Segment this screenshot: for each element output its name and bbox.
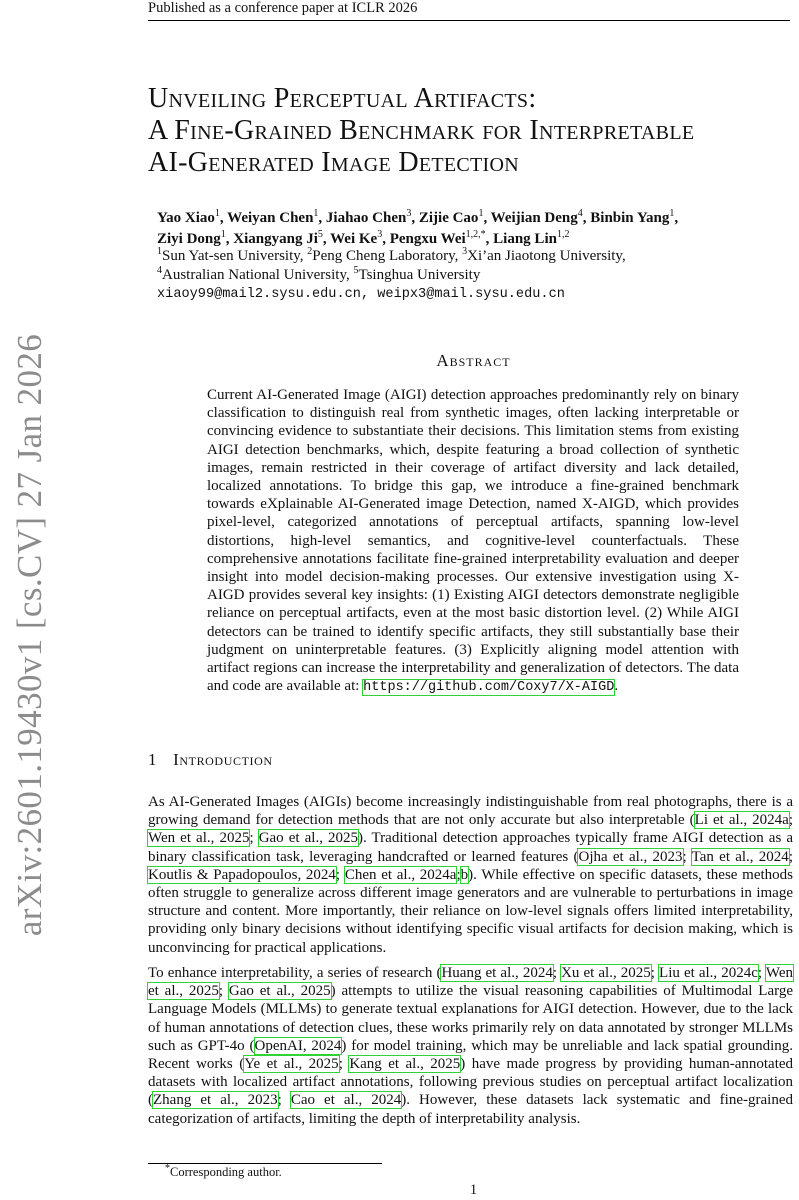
author-name: Weiyan Chen — [227, 210, 314, 226]
paragraph-text: ; — [682, 848, 692, 865]
citation-link[interactable]: OpenAI, 2024 — [254, 1037, 342, 1054]
author-name: Weijian Deng — [490, 210, 578, 226]
footnote-mark: * — [165, 1162, 170, 1174]
author-affiliation-mark: 4 — [577, 208, 583, 219]
citation-link[interactable]: Tan et al., 2024 — [691, 848, 789, 865]
author-affiliation-mark: 3 — [377, 229, 383, 240]
section-heading-introduction — [148, 750, 273, 770]
paragraph-text: ) have made progress by providing human-annotated datasets with localized artifact annotations, following previous studies on perceptual artifact localization ( — [148, 1056, 794, 1109]
affiliation-name: Peng Cheng Laboratory, — [312, 248, 463, 264]
abstract-heading: Abstract — [436, 351, 511, 370]
author-affiliation-mark: 1 — [669, 208, 675, 219]
paragraph-text: ; — [757, 965, 766, 981]
paragraph-text: ; — [338, 1056, 350, 1073]
author-affiliation-mark: 3 — [406, 208, 412, 219]
header-rule — [148, 20, 790, 21]
running-header: Published as a conference paper at ICLR 2026 — [148, 0, 418, 16]
affiliation-name: Sun Yat-sen University, — [162, 248, 308, 264]
paragraph-text: ) attempts to utilize the visual reasoning capabilities of Multimodal Large Language Models (MLLMs) to generate textual explanations for AIGI detection. However, due to the lack of human annotations of detection clues, these works primarily rely on data annotated by stronger MLLMs such as GPT-4o ( — [148, 983, 793, 1054]
paragraph-text: ; — [277, 1092, 291, 1109]
author-affiliation-mark: 1 — [478, 208, 484, 219]
page-number: 1 — [469, 1182, 478, 1198]
citation-link[interactable]: Zhang et al., 2023 — [153, 1092, 278, 1109]
section-title: Introduction — [173, 750, 273, 769]
paragraph-text: ; — [456, 866, 461, 883]
code-link[interactable]: https://github.com/Coxy7/X-AIGD — [363, 680, 615, 696]
abstract-text: Current AI-Generated Image (AIGI) detection approaches predominantly rely on binary classification to distinguish real from synthetic images, often lacking interpretable or convincing evidence to substantiate their decisions. This limitation stems from existing AIGI detection benchmarks, which, despite featuring a broad collection of synthetic images, remain restricted in their coverage of artifact diversity and lack detailed, localized annotations. To bridge this gap, we introduce a fine-grained benchmark towards eXplainable AI-Generated image Detection, named X-AIGD, which provides pixel-level, categorized annotations of perceptual artifacts, spanning low-level distortions, high-level semantics, and cognitive-level counterfactuals. These comprehensive annotations facilitate fine-grained interpretability evaluation and deeper insight into model decision-making processes. Our extensive investigation using X-AIGD provides several key insights: (1) Existing AIGI detectors demonstrate negligible reliance on perceptual artifacts, even at the most basic distortion level. (2) While AIGI detectors can be trained to identify specific artifacts, they still substantially base their judgment on uninterpretable features. (3) Explicitly aligning model attention with artifact regions can increase the interpretability and generalization of detectors. The data and code are available at: — [207, 387, 739, 695]
intro-paragraph-2 — [148, 964, 793, 1128]
affiliation-number: 1 — [157, 246, 162, 257]
affiliation-number: 4 — [157, 264, 162, 276]
arxiv-stamp — [2, 320, 58, 950]
affiliation-name: Australian National University, — [162, 266, 354, 283]
paragraph-text: ; — [788, 848, 793, 865]
citation-link[interactable]: Gao et al., 2025 — [228, 983, 331, 1000]
affiliations — [157, 247, 787, 284]
abstract-body — [207, 386, 739, 697]
affiliation-name: Tsinghua University — [358, 266, 481, 283]
author-affiliation-mark: 1 — [214, 208, 220, 219]
citation-link[interactable]: Ojha et al., 2023 — [578, 848, 683, 865]
citation-link[interactable]: Xu et al., 2025 — [561, 965, 651, 981]
affiliation-number: 3 — [462, 246, 468, 257]
arxiv-stamp-text: arXiv:2601.19430v1 [cs.CV] 27 Jan 2026 — [10, 333, 49, 937]
citation-link[interactable]: Gao et al., 2025 — [258, 830, 359, 847]
author-affiliation-mark: 1,2 — [556, 229, 570, 240]
author-affiliation-mark: 1 — [220, 229, 226, 240]
author-name: Jiahao Chen — [325, 210, 407, 226]
citation-link[interactable]: Huang et al., 2024 — [441, 965, 553, 981]
paragraph-text: ; — [552, 965, 562, 981]
citation-link[interactable]: b — [460, 866, 469, 883]
affiliation-line-2 — [157, 266, 787, 285]
citation-link[interactable]: Koutlis & Papadopoulos, 2024 — [148, 866, 336, 883]
author-affiliation-mark: 5 — [317, 229, 323, 240]
paragraph-text: ). While effective on specific datasets, these methods often struggle to generalize across different image generators and are vulnerable to perturbations in image structure and content. More importantly, their reliance on low-level signals offers limited interpretability, providing only binary decisions without identifying specific visual artifacts for decision making, which is unconvincing for practical applications. — [148, 866, 793, 956]
paper-title — [148, 83, 793, 179]
citation-link[interactable]: Chen et al., 2024a — [344, 866, 457, 883]
paragraph-text: ). Traditional detection approaches typically frame AIGI detection as a binary classification task, leveraging handcrafted or learned features ( — [148, 830, 794, 865]
section-number: 1 — [148, 750, 158, 769]
citation-link[interactable]: Wen et al., 2025 — [148, 965, 794, 1000]
citation-link[interactable]: Liu et al., 2024c — [659, 965, 758, 981]
affiliation-number: 2 — [307, 246, 313, 257]
author-name: Wei Ke — [330, 231, 378, 247]
paragraph-text: ; — [335, 866, 345, 883]
paragraph-text: ; — [650, 965, 660, 981]
author-name: Xiangyang Ji — [233, 231, 318, 247]
title-line-1: Unveiling Perceptual Artifacts: — [148, 83, 537, 114]
author-name: Binbin Yang — [590, 210, 670, 226]
paragraph-text: ; — [218, 983, 229, 1000]
author-emails: xiaoy99@mail2.sysu.edu.cn, weipx3@mail.sysu.edu.cn — [157, 287, 565, 302]
paragraph-text: To enhance interpretability, a series of research ( — [148, 965, 442, 981]
citation-link[interactable]: Ye et al., 2025 — [244, 1056, 339, 1073]
author-affiliation-mark: 1 — [313, 208, 319, 219]
author-name: Yao Xiao — [157, 210, 215, 226]
paragraph-text: ) for model training, which may be unreliable and lack spatial grounding. Recent works ( — [148, 1037, 793, 1073]
paragraph-text: ; — [249, 830, 259, 847]
affiliation-line-1 — [157, 247, 787, 266]
abstract-end: . — [614, 678, 619, 695]
paragraph-text: ; — [788, 812, 794, 829]
author-name: Zijie Cao — [418, 210, 479, 226]
affiliation-name: Xi’an Jiaotong University, — [467, 248, 626, 264]
author-list: Yao Xiao$^1$, Weiyan Chen$^1$, Jiahao Chen$^3$, Zijie Cao$^1$, Weijian Deng$^4$, Binbin Yang$^1$, Ziyi Dong$^1$, Xiangyang Ji$^5$, Wei Ke$^3$, Pengxu Wei$^{1,2,*}$, Liang Lin$^{1,2}$ — [157, 208, 679, 247]
author-affiliation-mark: 1,2,* — [465, 229, 486, 240]
paragraph-text: As AI-Generated Images (AIGIs) become increasingly indistinguishable from real photographs, there is a growing demand for detection methods that are not only accurate but also interpretable ( — [148, 794, 793, 829]
footnote-text: Corresponding author. — [170, 1165, 282, 1179]
citation-link[interactable]: Cao et al., 2024 — [290, 1092, 402, 1109]
citation-link[interactable]: Wen et al., 2025 — [148, 830, 250, 847]
author-name: Liang Lin — [493, 231, 557, 247]
author-name: Pengxu Wei — [389, 231, 466, 247]
paragraph-text: ). However, these datasets lack systematic and fine-grained categorization of artifacts, limiting the depth of interpretability analysis. — [148, 1092, 793, 1127]
footnote-rule — [148, 1163, 382, 1164]
citation-link[interactable]: Li et al., 2024a — [694, 812, 789, 829]
title-line-3: AI-Generated Image Detection — [148, 147, 519, 178]
citation-link[interactable]: Kang et al., 2025 — [349, 1056, 461, 1073]
intro-paragraph-1 — [148, 793, 793, 957]
author-name: Ziyi Dong — [157, 231, 221, 247]
affiliation-number: 5 — [353, 264, 359, 276]
footnote — [165, 1162, 282, 1180]
title-line-2: A Fine-Grained Benchmark for Interpretable — [148, 115, 695, 146]
